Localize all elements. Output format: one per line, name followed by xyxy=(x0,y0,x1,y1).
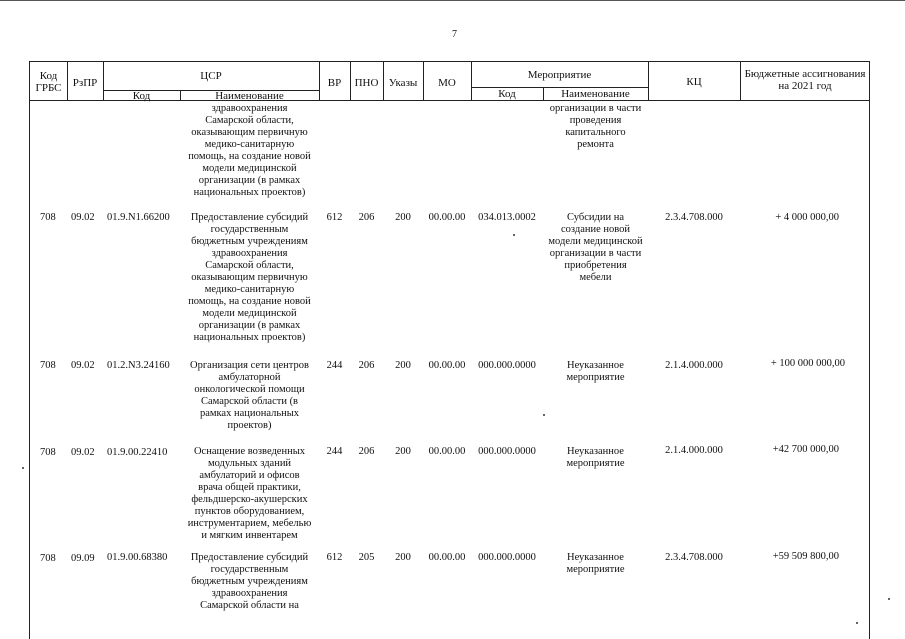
cell-ukazy: 200 xyxy=(395,212,411,223)
cell-ukazy: 200 xyxy=(395,360,411,371)
header-mo: МО xyxy=(438,77,456,89)
cell-mo: 00.00.00 xyxy=(428,552,466,563)
cell-vr: 244 xyxy=(326,446,343,457)
header-csr-code: Код xyxy=(132,90,151,102)
cell-kc: 2.1.4.000.000 xyxy=(665,445,723,456)
scan-edge-line xyxy=(0,0,905,1)
header-ukazy: Указы xyxy=(388,77,418,89)
cell-mo: 00.00.00 xyxy=(428,212,466,223)
cell-rzpr: 09.09 xyxy=(71,553,95,564)
cell-ukazy: 200 xyxy=(395,552,411,563)
header-event-name: Наименование xyxy=(561,88,630,100)
cell-event-code: 000.000.0000 xyxy=(478,360,536,371)
cell-vr: 612 xyxy=(326,552,343,563)
cell-kc: 2.3.4.708.000 xyxy=(665,212,723,223)
page-number: 7 xyxy=(452,29,457,40)
cell-mo: 00.00.00 xyxy=(428,360,466,371)
cell-pno: 206 xyxy=(358,446,375,457)
cell-csr-name: Предоставление субсидий государственным бюджетным учреждениям здравоохранения Самарской области, оказывающим первичную медико-санитарную помощь, на создание новой модели медицинской организации (в рамках национальных проектов) xyxy=(188,212,311,343)
header-csr: ЦСР xyxy=(200,70,222,82)
cell-grbs: 708 xyxy=(40,360,56,371)
continuation-name: здравоохранения Самарской области, оказывающим первичную медико-санитарную помощь, на создание новой модели медицинской организации (в рамках национальных проектов) xyxy=(188,103,311,198)
cell-grbs: 708 xyxy=(40,553,56,564)
cell-event-code: 000.000.0000 xyxy=(478,446,536,457)
cell-event-code: 000.000.0000 xyxy=(478,552,536,563)
cell-ukazy: 200 xyxy=(395,446,411,457)
cell-kc: 2.3.4.708.000 xyxy=(665,552,723,563)
cell-csr-name: Предоставление субсидий государственным бюджетным учреждениям здравоохранения Самарской области на xyxy=(190,552,309,611)
cell-event-name: Неуказанное мероприятие xyxy=(566,552,625,575)
cell-amount: +59 509 800,00 xyxy=(772,551,839,562)
cell-vr: 612 xyxy=(326,212,343,223)
header-budget: Бюджетные ассигнования на 2021 год xyxy=(744,68,866,92)
cell-rzpr: 09.02 xyxy=(71,447,95,458)
scan-speck xyxy=(856,622,858,624)
cell-csr-code: 01.9.00.22410 xyxy=(107,447,168,458)
cell-grbs: 708 xyxy=(40,447,56,458)
cell-csr-code: 01.9.00.68380 xyxy=(107,552,168,563)
cell-amount: +42 700 000,00 xyxy=(772,444,839,455)
cell-pno: 205 xyxy=(358,552,375,563)
cell-rzpr: 09.02 xyxy=(71,212,95,223)
cell-pno: 206 xyxy=(358,360,375,371)
cell-event-name: Неуказанное мероприятие xyxy=(566,446,625,469)
cell-rzpr: 09.02 xyxy=(71,360,95,371)
cell-csr-code: 01.2.N3.24160 xyxy=(107,360,170,371)
cell-vr: 244 xyxy=(326,360,343,371)
cell-csr-name: Организация сети центров амбулаторной онкологической помощи Самарской области (в рамках национальных проектов) xyxy=(190,360,309,431)
cell-kc: 2.1.4.000.000 xyxy=(665,360,723,371)
cell-csr-code: 01.9.N1.66200 xyxy=(107,212,170,223)
scan-speck xyxy=(513,234,515,236)
header-rzpr: РзПР xyxy=(72,77,98,89)
header-vr: ВР xyxy=(327,77,342,89)
header-pno: ПНО xyxy=(354,77,379,89)
header-event: Мероприятие xyxy=(527,69,592,81)
cell-amount: + 100 000 000,00 xyxy=(770,358,845,369)
cell-grbs: 708 xyxy=(40,212,56,223)
cell-event-code: 034.013.0002 xyxy=(478,212,536,223)
scan-speck xyxy=(543,414,545,416)
scan-speck xyxy=(888,598,890,600)
cell-mo: 00.00.00 xyxy=(428,446,466,457)
header-event-code: Код xyxy=(498,88,516,100)
cell-event-name: Неуказанное мероприятие xyxy=(566,360,625,383)
cell-event-name: Субсидии на создание новой модели медицинской организации в части приобретения мебели xyxy=(548,212,643,283)
cell-csr-name: Оснащение возведенных модульных зданий амбулаторий и офисов врача общей практики, фельдшерско-акушерских пунктов оборудованием, инструментарием, мебелью и мягким инвентарем xyxy=(187,446,312,541)
header-csr-name: Наименование xyxy=(215,90,284,102)
header-kc: КЦ xyxy=(686,76,702,88)
scan-speck xyxy=(22,467,24,469)
continuation-event-name: организации в части проведения капитального ремонта xyxy=(549,103,642,150)
cell-amount: + 4 000 000,00 xyxy=(775,212,839,223)
header-grbs: Код ГРБС xyxy=(35,70,62,94)
cell-pno: 206 xyxy=(358,212,375,223)
